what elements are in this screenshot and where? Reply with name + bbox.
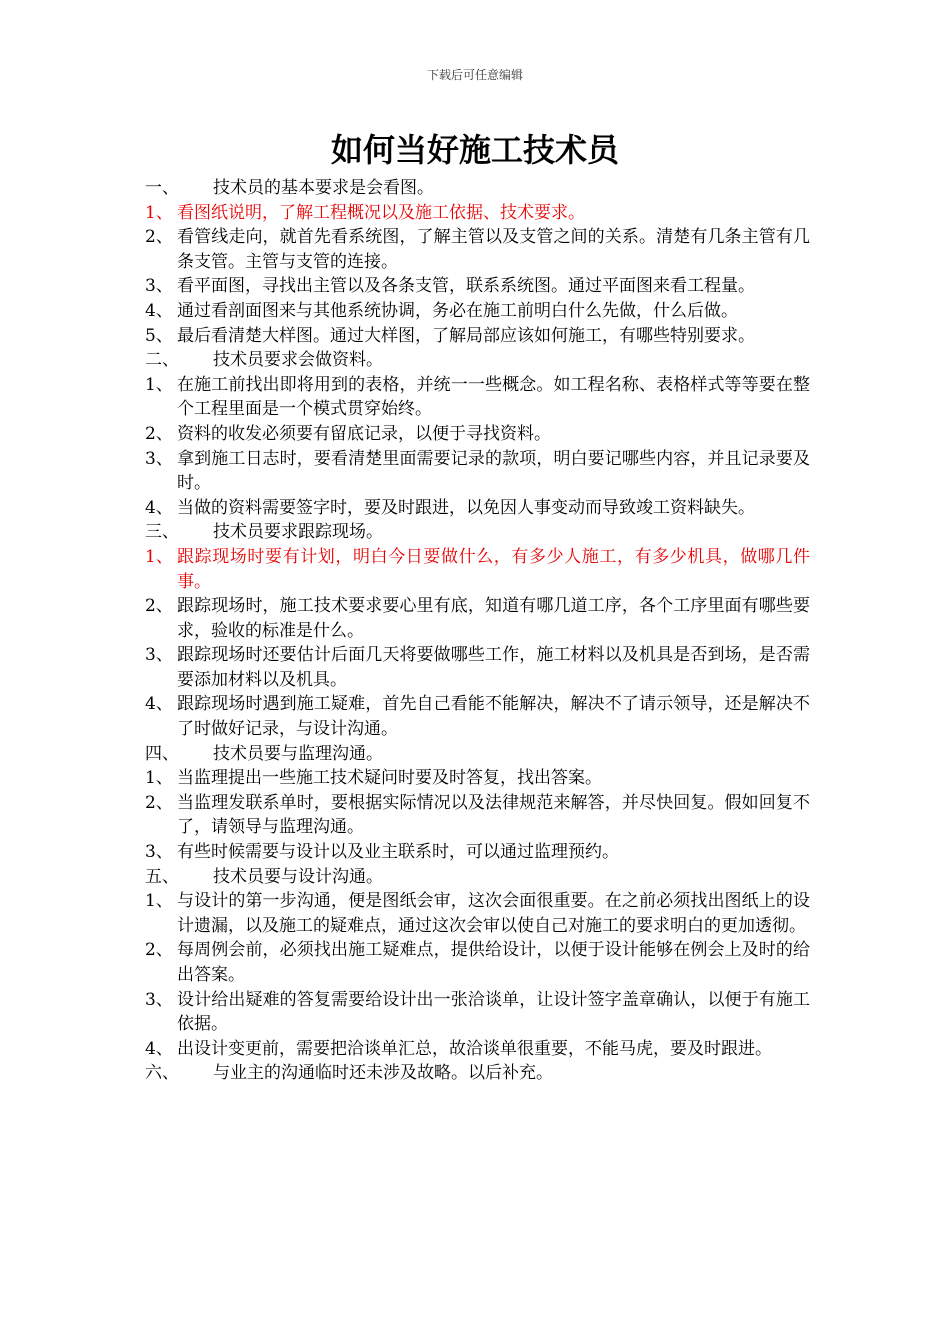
list-item-text: 拿到施工日志时，要看清楚里面需要记录的款项，明白要记哪些内容，并且记录要及时。 [177, 448, 810, 494]
list-item-number: 3、 [145, 645, 173, 666]
list-item-number: 1、 [145, 891, 173, 912]
list-item-text: 跟踪现场时遇到施工疑难，首先自己看能不能解决，解决不了请示领导，还是解决不了时做好记录，与设计沟通。 [177, 694, 810, 740]
section-number: 六、 [145, 1063, 179, 1084]
section-heading-text: 技术员要求跟踪现场。 [213, 522, 383, 543]
list-item [145, 643, 810, 692]
section-number: 三、 [145, 522, 179, 543]
list-item-number: 3、 [145, 448, 173, 469]
section-heading-text: 技术员要求会做资料。 [213, 350, 383, 371]
list-item-number: 1、 [145, 546, 173, 567]
list-item [145, 1037, 810, 1062]
list-item-text: 最后看清楚大样图。通过大样图，了解局部应该如何施工，有哪些特别要求。 [177, 325, 755, 346]
list-item [145, 988, 810, 1037]
section-heading [145, 348, 810, 373]
section-number: 一、 [145, 178, 179, 198]
list-item [145, 274, 810, 299]
list-item [145, 422, 810, 447]
list-item [145, 545, 810, 594]
section-heading-text: 技术员要与监理沟通。 [213, 743, 383, 764]
section-heading [145, 865, 810, 890]
list-item-text: 每周例会前，必须找出施工疑难点，提供给设计，以便于设计能够在例会上及时的给出答案。 [177, 940, 810, 985]
list-item-text: 资料的收发必须要有留底记录，以便于寻找资料。 [177, 423, 551, 444]
list-item [145, 447, 810, 496]
list-item-text: 出设计变更前，需要把洽谈单汇总，故洽谈单很重要，不能马虎，要及时跟进。 [177, 1038, 772, 1059]
list-item [145, 791, 810, 840]
list-item-text: 跟踪现场时要有计划，明白今日要做什么，有多少人施工，有多少机具，做哪几件事。 [177, 546, 810, 592]
section-heading-text: 与业主的沟通临时还未涉及故略。以后补充。 [213, 1063, 553, 1084]
list-item-text: 当做的资料需要签字时，要及时跟进，以免因人事变动而导致竣工资料缺失。 [177, 497, 755, 518]
list-item-number: 3、 [145, 276, 173, 297]
list-item-text: 当监理发联系单时，要根据实际情况以及法律规范来解答，并尽快回复。假如回复不了，请领导与监理沟通。 [177, 792, 810, 838]
list-item [145, 373, 810, 422]
list-item-number: 1、 [145, 202, 173, 223]
list-item-number: 2、 [145, 596, 173, 617]
list-item [145, 766, 810, 791]
list-item-number: 5、 [145, 325, 173, 346]
list-item-text: 通过看剖面图来与其他系统协调，务必在施工前明白什么先做，什么后做。 [177, 300, 738, 321]
list-item [145, 692, 810, 741]
list-item-number: 4、 [145, 300, 173, 321]
section-number: 四、 [145, 743, 179, 764]
list-item-text: 看管线走向，就首先看系统图，了解主管以及支管之间的关系。清楚有几条主管有几条支管。主管与支管的连接。 [177, 227, 810, 272]
section-heading [145, 520, 810, 545]
list-item [145, 299, 810, 324]
section-number: 五、 [145, 866, 179, 887]
section-heading [145, 176, 810, 201]
document-title: 如何当好施工技术员 [330, 131, 619, 169]
list-item-number: 3、 [145, 842, 173, 863]
list-item-number: 2、 [145, 227, 173, 248]
list-item [145, 496, 810, 521]
list-item-text: 在施工前找出即将用到的表格，并统一一些概念。如工程名称、表格样式等等要在整个工程里面是一个模式贯穿始终。 [177, 374, 810, 420]
list-item-number: 1、 [145, 768, 173, 789]
section-heading-text: 技术员的基本要求是会看图。 [213, 178, 434, 198]
list-item [145, 225, 810, 274]
list-item [145, 938, 810, 987]
list-item [145, 324, 810, 349]
list-item-number: 4、 [145, 497, 173, 518]
list-item-text: 跟踪现场时还要估计后面几天将要做哪些工作，施工材料以及机具是否到场，是否需要添加材料以及机具。 [177, 645, 810, 690]
list-item-number: 4、 [145, 694, 173, 715]
list-item-text: 看平面图，寻找出主管以及各条支管，联系系统图。通过平面图来看工程量。 [177, 276, 755, 297]
section-heading [145, 1061, 810, 1086]
list-item-number: 2、 [145, 940, 173, 961]
list-item-number: 4、 [145, 1038, 173, 1059]
list-item-text: 有些时候需要与设计以及业主联系时，可以通过监理预约。 [177, 842, 619, 863]
list-item-text: 跟踪现场时，施工技术要求要心里有底，知道有哪几道工序，各个工序里面有哪些要求，验收的标准是什么。 [177, 596, 810, 641]
list-item [145, 594, 810, 643]
list-item-text: 当监理提出一些施工技术疑问时要及时答复，找出答案。 [177, 768, 602, 789]
section-number: 二、 [145, 350, 179, 371]
list-item [145, 840, 810, 865]
list-item-text: 设计给出疑难的答复需要给设计出一张洽谈单，让设计签字盖章确认，以便于有施工依据。 [177, 989, 810, 1035]
list-item-text: 与设计的第一步沟通，便是图纸会审，这次会面很重要。在之前必须找出图纸上的设计遗漏，以及施工的疑难点，通过这次会审以使自己对施工的要求明白的更加透彻。 [177, 891, 810, 936]
list-item-number: 2、 [145, 792, 173, 813]
list-item [145, 889, 810, 938]
list-item-number: 2、 [145, 423, 173, 444]
list-item-text: 看图纸说明，了解工程概况以及施工依据、技术要求。 [177, 202, 585, 223]
header-note: 下载后可任意编辑 [426, 68, 523, 82]
section-heading [145, 742, 810, 767]
list-item-number: 1、 [145, 374, 173, 395]
list-item [145, 201, 810, 226]
list-item-number: 3、 [145, 989, 173, 1010]
section-heading-text: 技术员要与设计沟通。 [213, 866, 383, 887]
document-body [145, 176, 810, 1086]
